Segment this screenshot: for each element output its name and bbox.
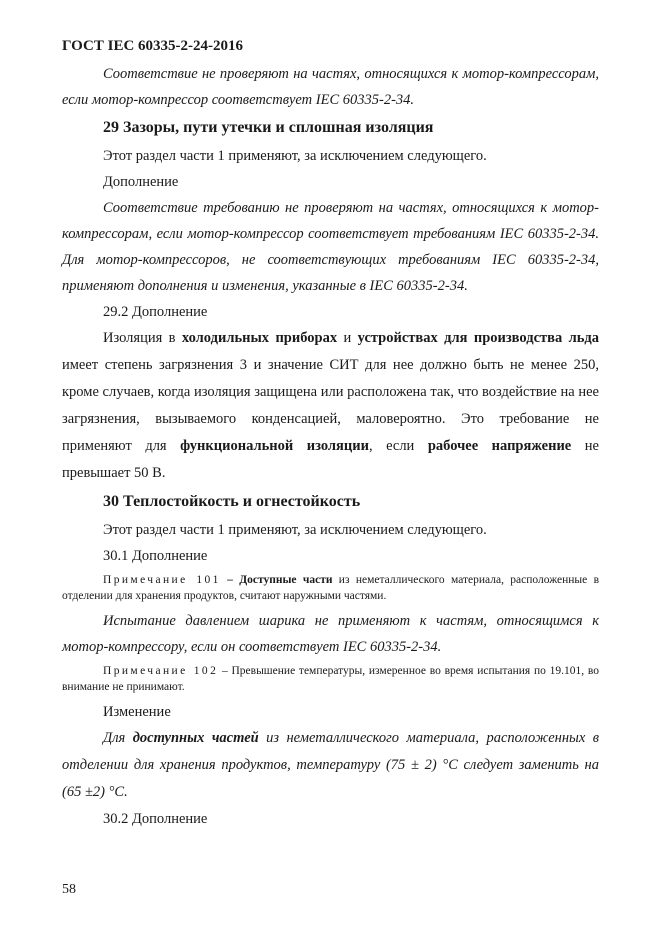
note-text: – Превышение температуры, измеренное во время испытания по 19.101, во внимание не принимают. [62,665,599,693]
term-ice-makers: устройствах для производства льда [357,330,599,346]
note-dash: – [220,574,240,586]
text-run: из неметаллического материала, расположенных в отделении для хранения продуктов, температуру (75 ± 2) °С следует заменить на (65 ±2) °С. [62,730,600,800]
page-number: 58 [62,882,76,897]
text-run: не превышает 50 В. [62,438,599,481]
section-29-heading: 29 Зазоры, пути утечки и сплошная изоляция [103,119,434,136]
page-body [62,61,599,832]
clause-29-2-label: 29.2 Дополнение [103,304,208,320]
text-run: имеет степень загрязнения 3 и значение СИТ для нее должно быть не менее 250, кроме случаев, когда изоляция защищена или расположена так, что воздействие на нее загрязнения, вызываемого конденсацией, маловероятно. Это требование не применяют для [62,357,599,454]
clause-29-2-body [62,325,599,487]
change-label: Изменение [103,704,171,720]
compliance-note-paragraph: Соответствие не проверяют на частях, относящихся к мотор-компрессорам, если мотор-компрессор соответствует IEC 60335-2-34. [62,66,599,108]
term-accessible-parts: Доступные части [239,574,333,586]
term-refrigerating-appliances: холодильных приборах [181,330,338,346]
temperature-change-paragraph [62,725,599,806]
clause-30-2-label: 30.2 Дополнение [103,811,208,827]
text-run: Изоляция в [103,330,182,346]
term-working-voltage: рабочее напряжение [427,438,572,454]
note-text: из неметаллического материала, расположенные в отделении для хранения продуктов, считают наружными частями. [62,574,599,602]
note-101 [62,572,599,604]
section-30-intro: Этот раздел части 1 применяют, за исключением следующего. [103,522,487,538]
text-run: , если [368,438,428,454]
section-30-heading: 30 Теплостойкость и огнестойкость [103,493,361,510]
section-29-intro: Этот раздел части 1 применяют, за исключением следующего. [103,148,487,164]
term-functional-insulation: функциональной изоляции [180,438,369,454]
standard-header: ГОСТ IEC 60335-2-24-2016 [62,38,244,54]
clause-30-1-label: 30.1 Дополнение [103,548,208,564]
term-accessible-parts: доступных частей [132,730,259,746]
ball-pressure-paragraph: Испытание давлением шарика не применяют к частям, относящимся к мотор-компрессору, если он соответствует IEC 60335-2-34. [62,613,599,655]
note-label: Примечание 101 [103,574,221,586]
text-run: Для [103,730,133,746]
section-29-addition-label: Дополнение [103,174,179,190]
section-29-compliance-paragraph: Соответствие требованию не проверяют на частях, относящихся к мотор-компрессорам, если мотор-компрессор соответствует требованиям IEC 60335-2-34. Для мотор-компрессоров, не соответствующих требованиям IEC 60335-2-34, применяют дополнения и изменения, указанные в IEC 60335-2-34. [62,200,599,294]
note-102 [62,663,599,695]
text-run: и [337,330,358,346]
note-label: Примечание 102 [103,665,219,677]
